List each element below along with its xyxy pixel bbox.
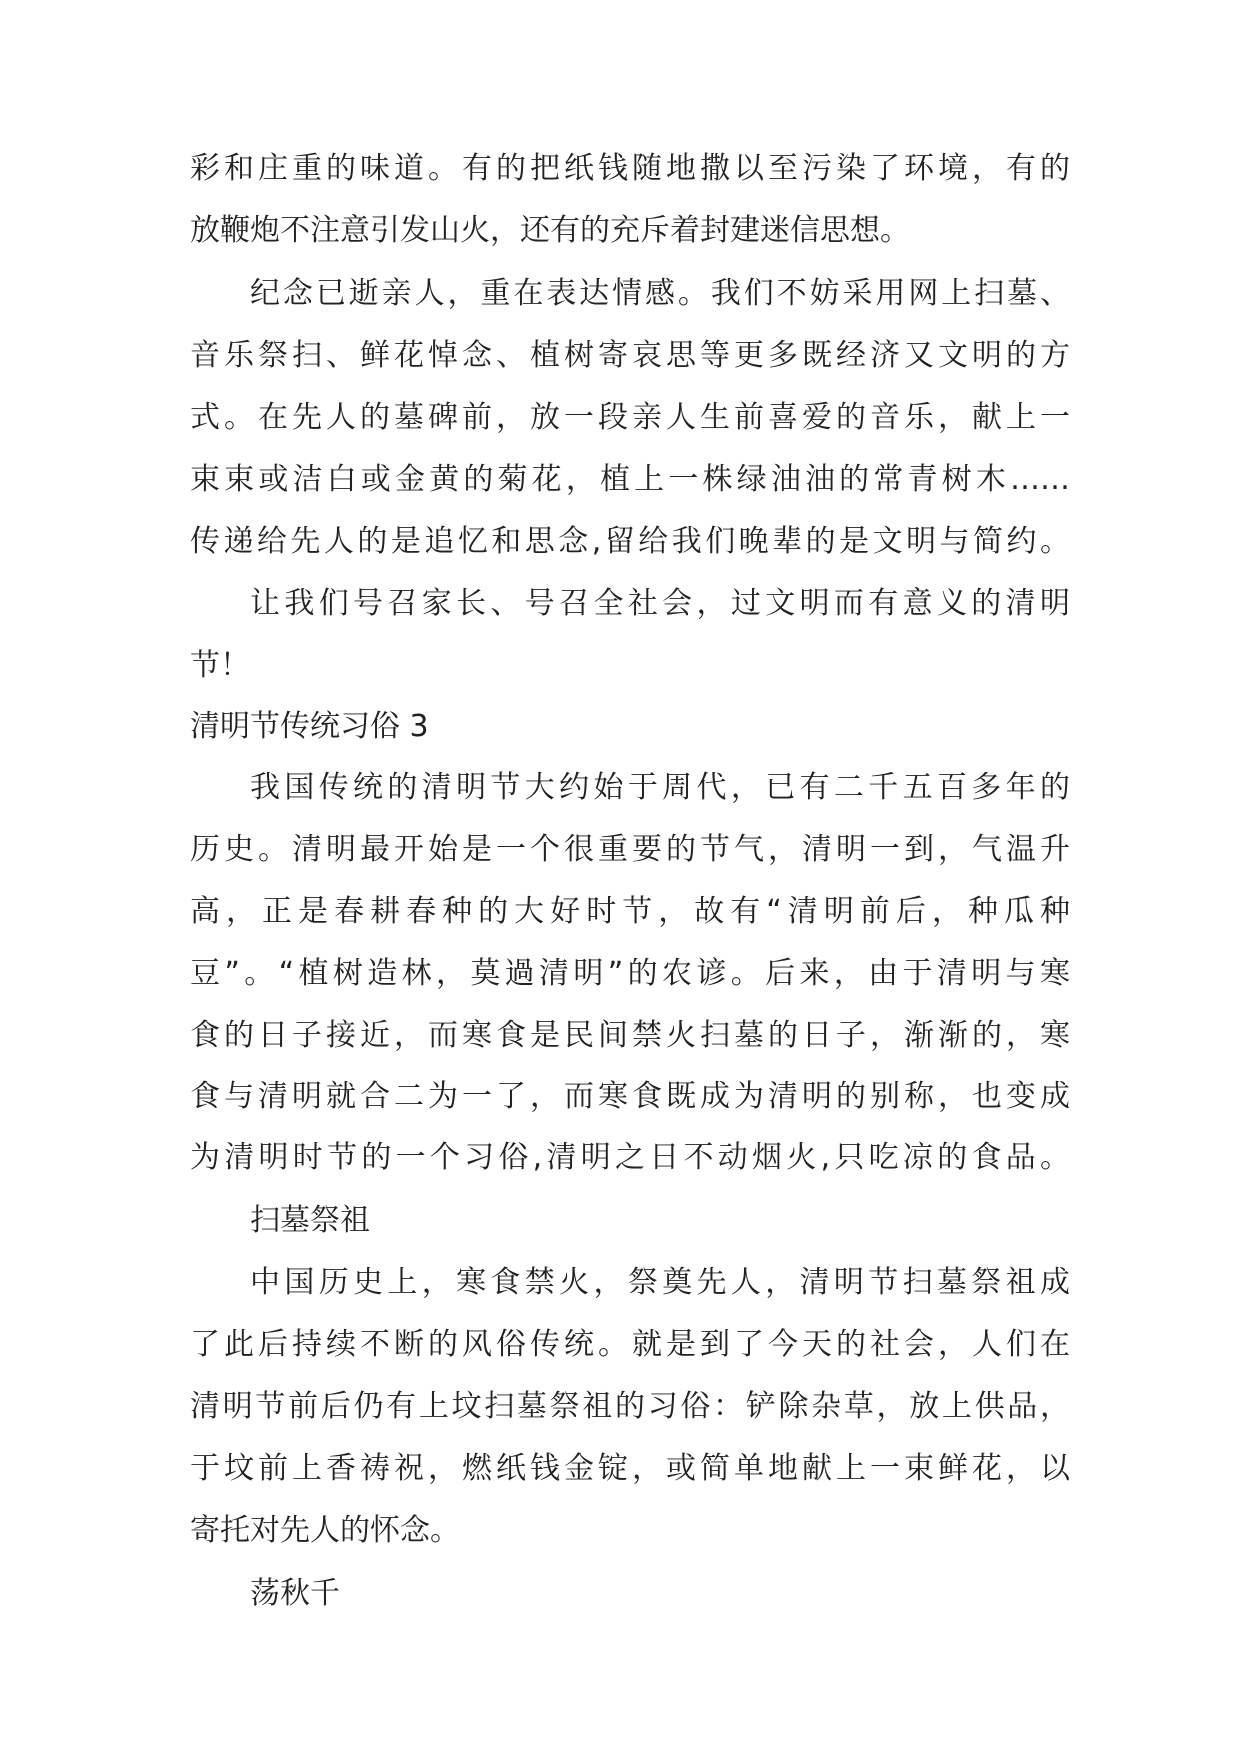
subsection-heading: 荡秋千 — [250, 1576, 340, 1611]
paragraph-first-line: 我国传统的清明节大约始于周代，已有二千五百多年的 — [250, 770, 1070, 805]
text-line: 放鞭炮不注意引发山火，还有的充斥着封建迷信思想。 — [190, 213, 910, 248]
text-line: 传递给先人的是追忆和思念,留给我们晚辈的是文明与简约。 — [190, 524, 1070, 559]
text-line: 了此后持续不断的风俗传统。就是到了今天的社会，人们在 — [190, 1327, 1070, 1362]
text-line: 历史。清明最开始是一个很重要的节气，清明一到，气温升 — [190, 832, 1070, 867]
subsection-heading: 扫墓祭祖 — [250, 1203, 370, 1238]
paragraph-first-line: 让我们号召家长、号召全社会，过文明而有意义的清明 — [250, 586, 1070, 621]
text-line: 为清明时节的一个习俗,清明之日不动烟火,只吃凉的食品。 — [190, 1140, 1070, 1175]
text-line: 节！ — [190, 648, 250, 683]
paragraph-first-line: 中国历史上，寒食禁火，祭奠先人，清明节扫墓祭祖成 — [250, 1265, 1070, 1300]
text-line: 高，正是春耕春种的大好时节，故有“清明前后，种瓜种 — [190, 894, 1070, 929]
text-line: 豆”。“植树造林，莫過清明”的农谚。后来，由于清明与寒 — [190, 956, 1070, 991]
text-line: 于坟前上香祷祝，燃纸钱金锭，或简单地献上一束鲜花，以 — [190, 1451, 1070, 1486]
text-line: 音乐祭扫、鲜花悼念、植树寄哀思等更多既经济又文明的方 — [190, 338, 1070, 373]
text-line: 食的日子接近，而寒食是民间禁火扫墓的日子，渐渐的，寒 — [190, 1018, 1070, 1053]
paragraph-first-line: 纪念已逝亲人，重在表达情感。我们不妨采用网上扫墓、 — [250, 276, 1070, 311]
text-line: 彩和庄重的味道。有的把纸钱随地撒以至污染了环境，有的 — [190, 151, 1070, 186]
text-line: 束束或洁白或金黄的菊花，植上一株绿油油的常青树木…… — [190, 462, 1070, 497]
text-line: 清明节前后仍有上坟扫墓祭祖的习俗：铲除杂草，放上供品， — [190, 1389, 1070, 1424]
text-line: 寄托对先人的怀念。 — [190, 1513, 460, 1548]
text-line: 式。在先人的墓碑前，放一段亲人生前喜爱的音乐，献上一 — [190, 400, 1070, 435]
text-line: 食与清明就合二为一了，而寒食既成为清明的别称，也变成 — [190, 1079, 1070, 1114]
section-heading: 清明节传统习俗 3 — [190, 709, 429, 744]
